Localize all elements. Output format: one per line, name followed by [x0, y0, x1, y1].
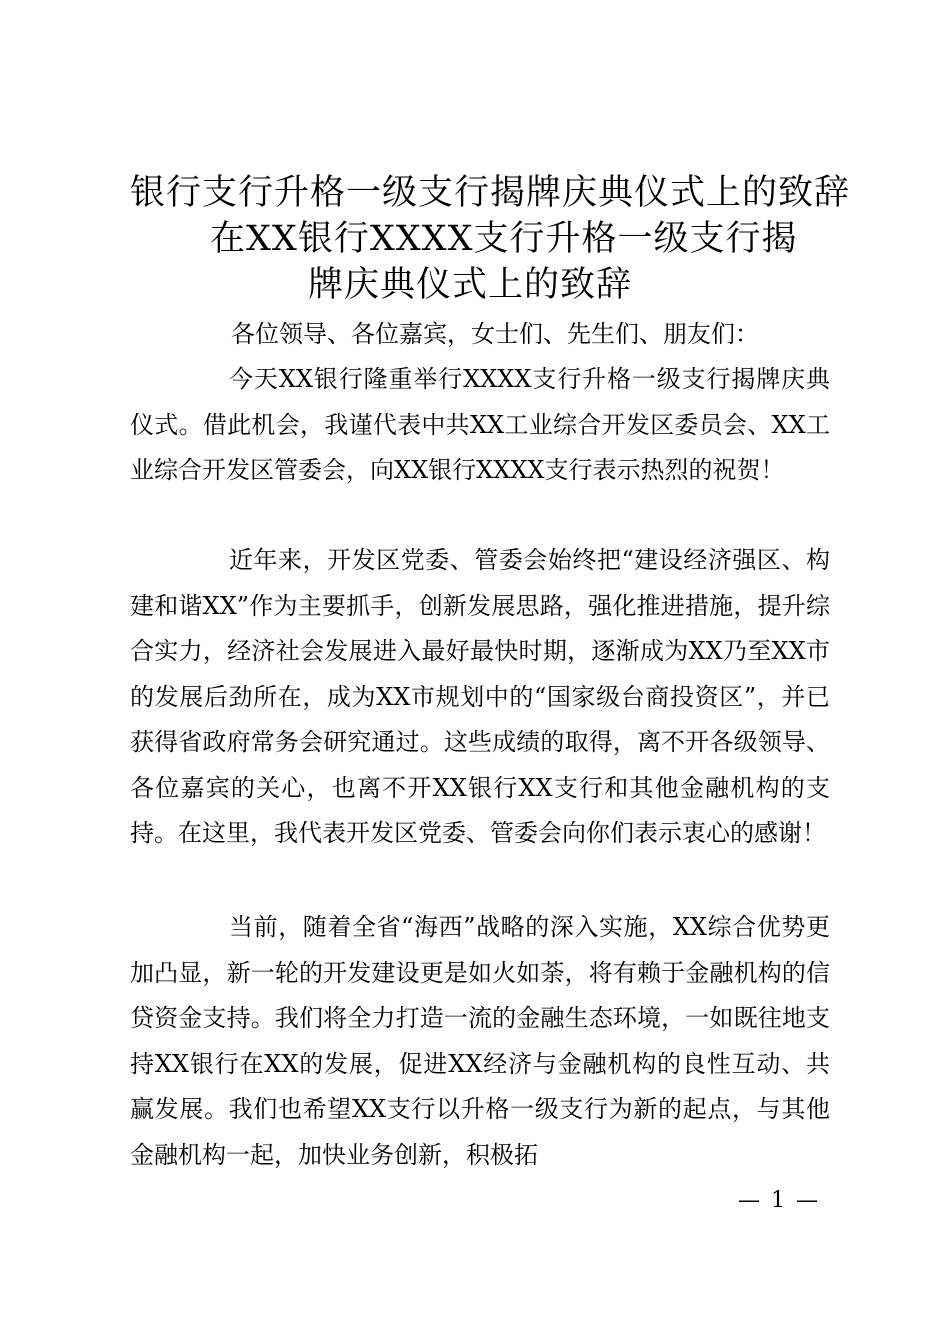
- salutation: 各位领导、各位嘉宾，女士们、先生们、朋友们：: [231, 320, 759, 348]
- paragraph-achievements: 近年来，开发区党委、管委会始终把“建设经济强区、构建和谐XX”作为主要抓手，创新发展思路，强化推进措施，提升综合实力，经济社会发展进入最好最快时期，逐渐成为XX乃至XX市的发展后劲所在，成为XX市规划中的“国家级台商投资区”，并已获得省政府常务会研究通过。这些成绩的取得，离不开各级领导、各位嘉宾的关心，也离不开XX银行XX支行和其他金融机构的支持。在这里，我代表开发区党委、管委会向你们表示衷心的感谢！: [130, 546, 830, 847]
- paragraph-outlook: 当前，随着全省“海西”战略的深入实施，XX综合优势更加凸显，新一轮的开发建设更是如火如荼，将有赖于金融机构的信贷资金支持。我们将全力打造一流的金融生态环境，一如既往地支持XX银行在XX的发展，促进XX经济与金融机构的良性互动、共赢发展。我们也希望XX支行以升格一级支行为新的起点，与其他金融机构一起，加快业务创新，积极拓: [130, 913, 830, 1169]
- page-number: — 1 —: [738, 1188, 820, 1213]
- paragraph-congratulations: 今天XX银行隆重举行XXXX支行升格一级支行揭牌庆典仪式。借此机会，我谨代表中共XX工业综合开发区委员会、XX工业综合开发区管委会，向XX银行XXXX支行表示热烈的祝贺！: [130, 365, 830, 484]
- title-line-1: 银行支行升格一级支行揭牌庆典仪式上的致辞: [130, 173, 851, 213]
- title-line-2: 在XX银行XXXX支行升格一级支行揭: [210, 219, 798, 259]
- title-line-3: 牌庆典仪式上的致辞: [307, 265, 632, 305]
